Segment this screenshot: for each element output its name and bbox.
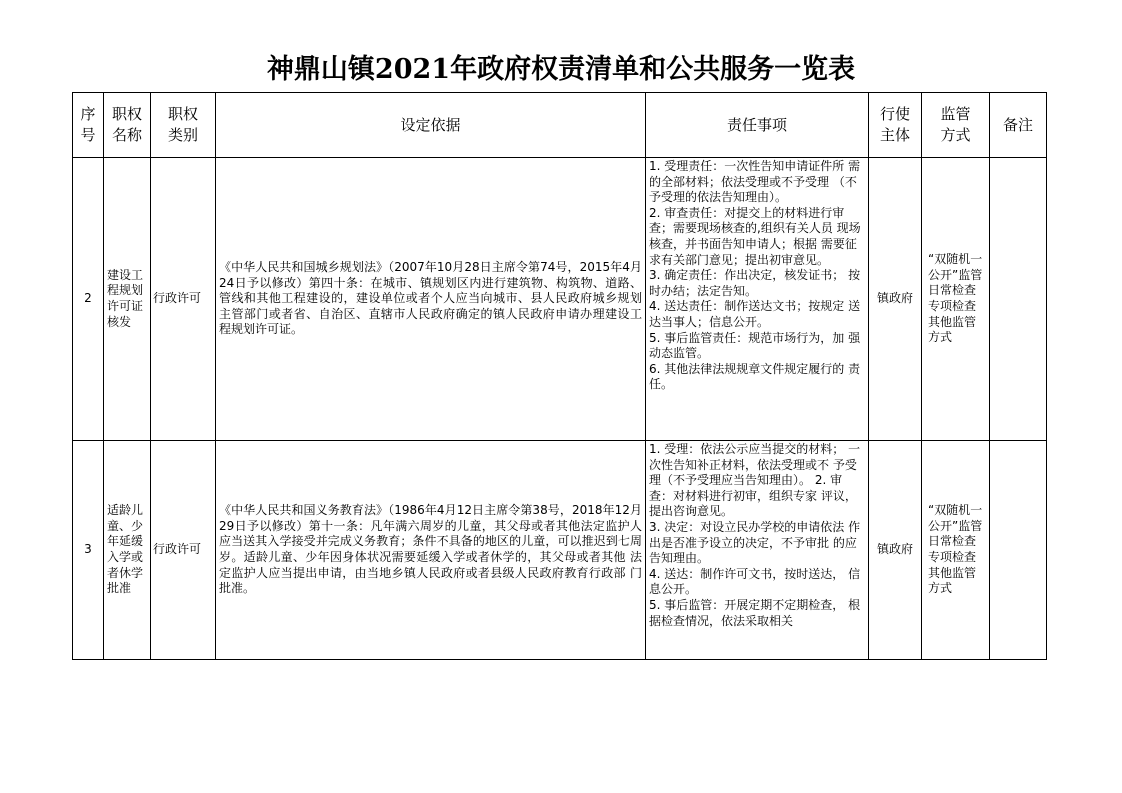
row-name: 适龄儿童、少年延缓入学或者休学批准 (104, 441, 151, 660)
duty-item: 4. 送达责任：制作送达文书；按规定 送达当事人；信息公开。 (649, 299, 861, 329)
header-subject: 行使 主体 (869, 93, 922, 158)
duty-item: 3. 决定：对设立民办学校的申请依法 作出是否准予设立的决定，不予审批 的应告知理由。 (649, 519, 861, 566)
row-seq: 2 (73, 158, 104, 441)
duty-item: 4. 送达：制作许可文书，按时送达， 信息公开。 (649, 566, 861, 597)
row-subject: 镇政府 (869, 158, 922, 441)
table-header-row (73, 93, 1047, 158)
header-basis: 设定依据 (216, 93, 646, 158)
row-remark (990, 441, 1047, 660)
duty-item: 1. 受理责任：一次性告知申请证件所 需的全部材料；依法受理或不予受理 （不予受理的依法告知理由）。 (649, 159, 861, 205)
power-responsibility-table (72, 92, 1047, 660)
row-supervision: “双随机一公开”监管 日常检查 专项检查 其他监管方式 (922, 441, 990, 660)
row-basis: 《中华人民共和国义务教育法》（1986年4月12日主席令第38号，2018年12月 29日予以修改）第十一条：凡年满六周岁的儿童，其父母或者其他法定监护人 应当送其入学接受并完成义务教育；条件不具备的地区的儿童，可以推迟到七周岁。适龄儿童、少年因身体状况需要延缓入学或者休学的，其父母或者其他 法定监护人应当提出申请，由当地乡镇人民政府或者县级人民政府教育行政部 门批准。 (216, 441, 646, 660)
row-basis: 《中华人民共和国城乡规划法》（2007年10月28日主席令第74号，2015年4月24日予以修改）第四十条：在城市、镇规划区内进行建筑物、构筑物、道路、 管线和其他工程建设的，建设单位或者个人应当向城市、县人民政府城乡规划 主管部门或者省、自治区、直辖市人民政府确定的镇人民政府申请办理建设工 程规划许可证。 (216, 158, 646, 441)
table-row (73, 441, 1047, 660)
header-name: 职权 名称 (104, 93, 151, 158)
row-seq: 3 (73, 441, 104, 660)
row-subject: 镇政府 (869, 441, 922, 660)
row-duties (646, 441, 869, 660)
header-seq: 序 号 (73, 93, 104, 158)
header-supervision: 监管 方式 (922, 93, 990, 158)
row-supervision: “双随机一公开”监管 日常检查 专项检查 其他监管方式 (922, 158, 990, 441)
row-remark (990, 158, 1047, 441)
page-title: 神鼎山镇2021年政府权责清单和公共服务一览表 (266, 54, 856, 85)
row-duties (646, 158, 869, 441)
duty-item: 3. 确定责任：作出决定，核发证书； 按时办结；法定告知。 (649, 268, 861, 298)
duty-item: 2. 审查责任：对提交上的材料进行审 查；需要现场核查的,组织有关人员 现场核查，并书面告知申请人；根据 需要征求有关部门意见；提出初审意见。 (649, 205, 861, 267)
row-category: 行政许可 (151, 441, 216, 660)
row-category: 行政许可 (151, 158, 216, 441)
duty-item: 1. 受理：依法公示应当提交的材料； 一次性告知补正材料，依法受理或不 予受理（不予受理应当告知理由）。 2. 审查：对材料进行初审，组织专家 评议，提出咨询意见。 (649, 442, 861, 519)
table-row (73, 158, 1047, 441)
header-remark: 备注 (990, 93, 1047, 158)
duty-item: 5. 事后监管责任：规范市场行为，加 强动态监管。 (649, 330, 861, 361)
header-duty: 责任事项 (646, 93, 869, 158)
duty-item: 6. 其他法律法规规章文件规定履行的 责任。 (649, 361, 861, 392)
duty-item: 5. 事后监管：开展定期不定期检查， 根据检查情况，依法采取相关 (649, 597, 861, 628)
row-name: 建设工程规划许可证核发 (104, 158, 151, 441)
header-category: 职权 类别 (151, 93, 216, 158)
